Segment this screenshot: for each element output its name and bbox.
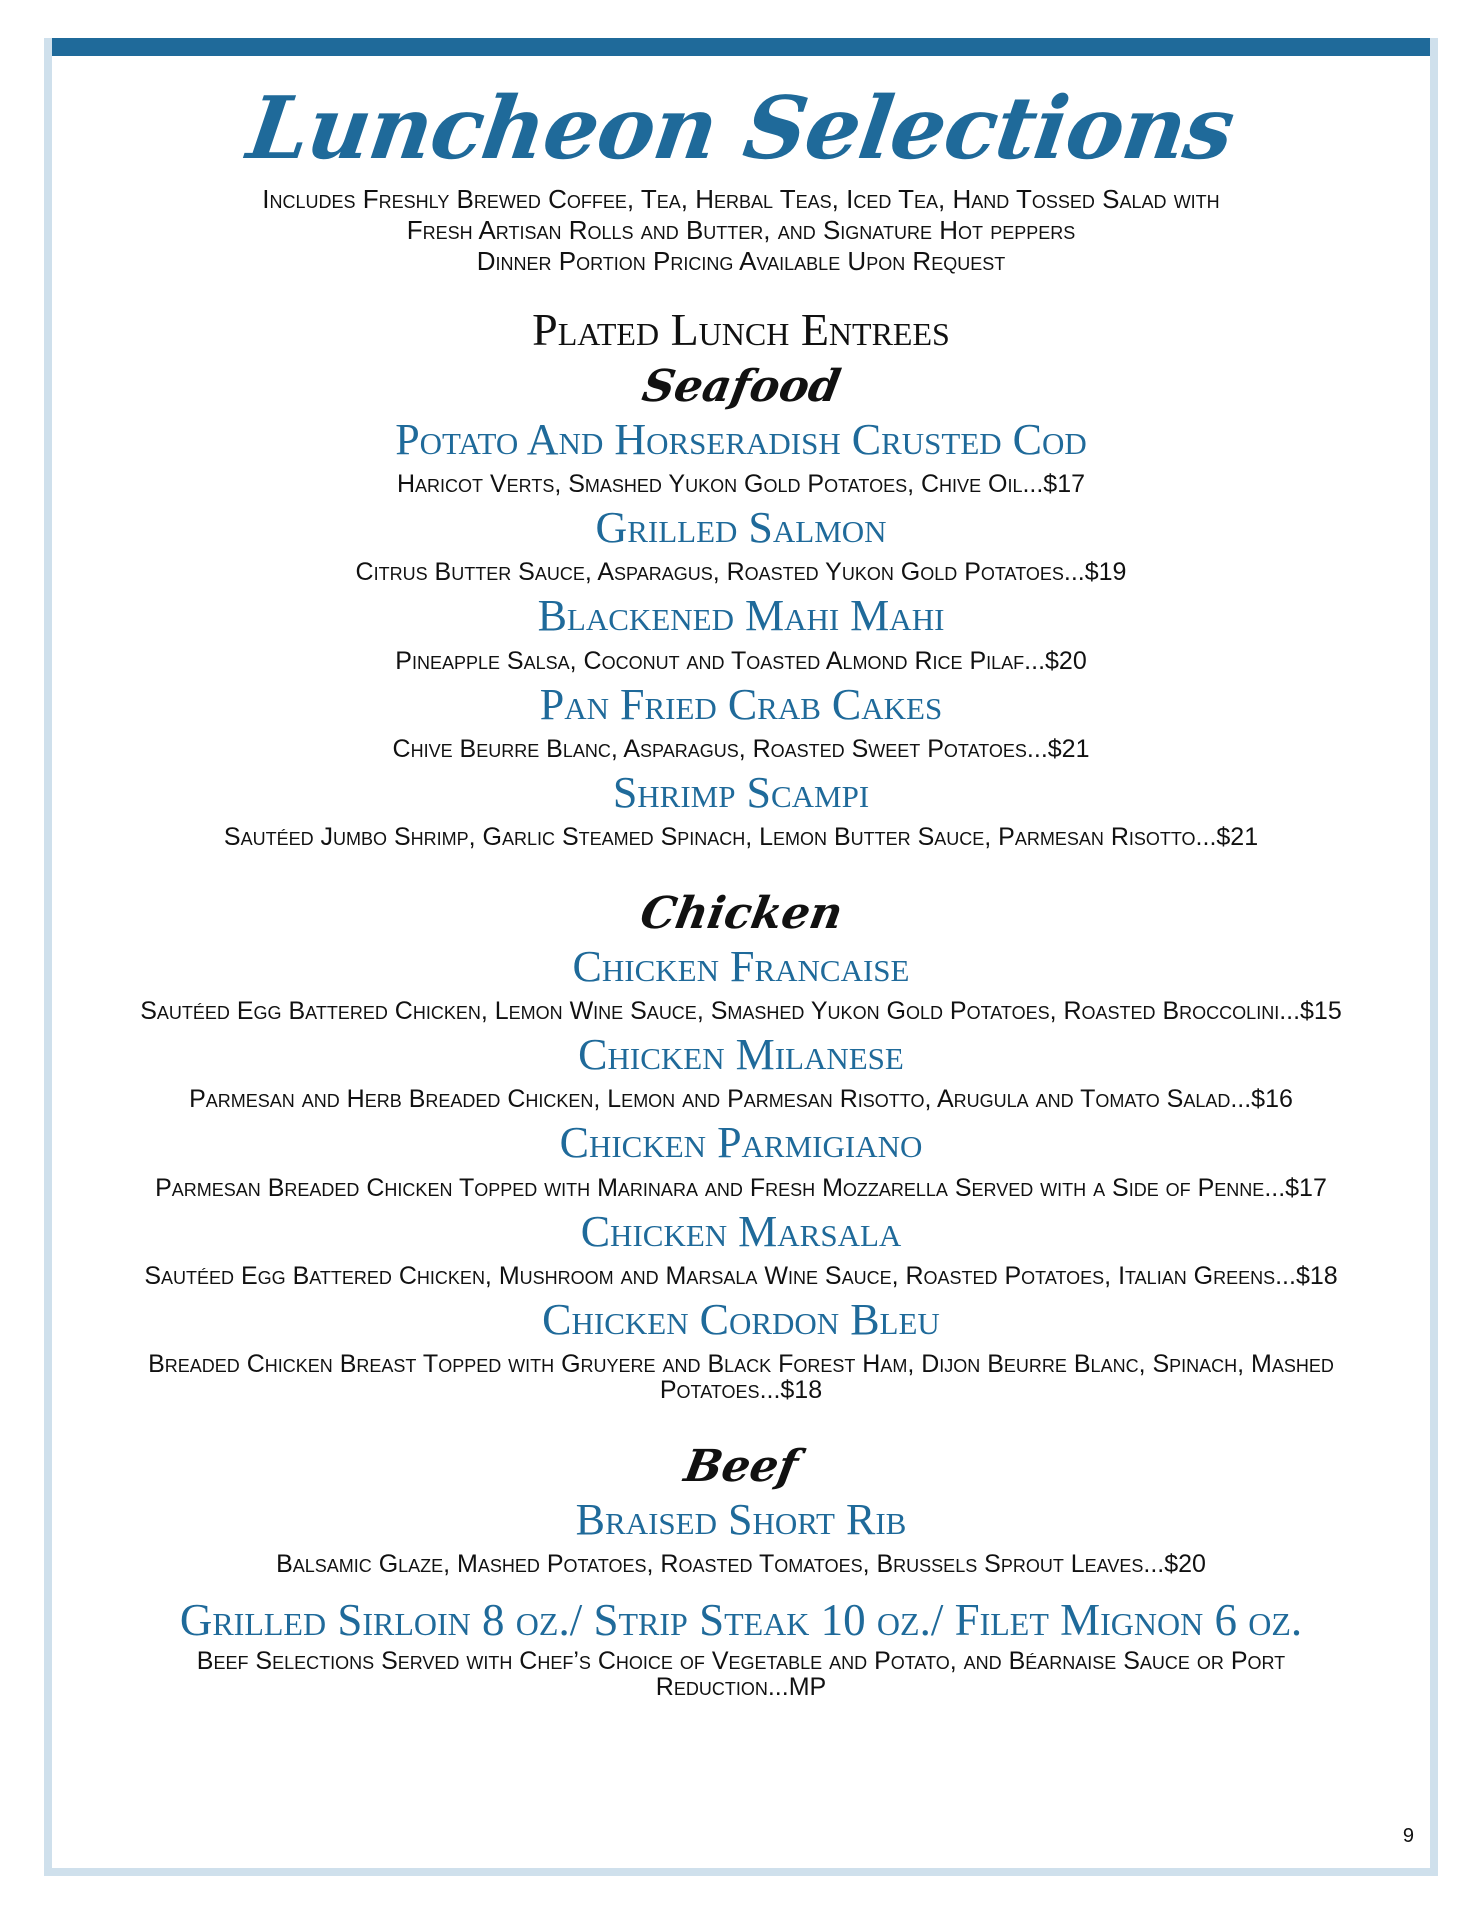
menu-page — [52, 56, 1430, 1870]
menu-item-desc: Parmesan and Herb Breaded Chicken, Lemon and Parmesan Risotto, Arugula and Tomato Salad...$16 — [189, 1085, 1293, 1114]
menu-item-name: Grilled Sirloin 8 oz./ Strip Steak 10 oz./ Filet Mignon 6 oz. — [179, 1595, 1303, 1646]
menu-item-desc: Chive Beurre Blanc, Asparagus, Roasted Sweet Potatoes...$21 — [392, 734, 1090, 763]
menu-item-name: Chicken Francaise — [572, 941, 910, 991]
intro-line: Dinner Portion Pricing Available Upon Request — [476, 246, 1006, 276]
menu-item-name: Grilled Salmon — [595, 503, 887, 553]
intro-line: Includes Freshly Brewed Coffee, Tea, Herbal Teas, Iced Tea, Hand Tossed Salad with — [262, 184, 1220, 214]
menu-item-name: Braised Short Rib — [575, 1494, 907, 1544]
menu-item-name: Chicken Parmigiano — [559, 1118, 923, 1168]
menu-item-desc: Sautéed Jumbo Shrimp, Garlic Steamed Spinach, Lemon Butter Sauce, Parmesan Risotto...$21 — [223, 822, 1259, 851]
menu-item-desc: Pineapple Salsa, Coconut and Toasted Almond Rice Pilaf...$20 — [395, 646, 1087, 675]
beef-section — [52, 1437, 1430, 1700]
chicken-section — [52, 884, 1430, 1403]
menu-item-desc: Sautéed Egg Battered Chicken, Lemon Wine Sauce, Smashed Yukon Gold Potatoes, Roasted Broccolini...$15 — [140, 997, 1342, 1026]
menu-item-name: Chicken Milanese — [578, 1030, 904, 1080]
menu-item-name: Shrimp Scampi — [612, 767, 870, 817]
menu-item-desc: Citrus Butter Sauce, Asparagus, Roasted Yukon Gold Potatoes...$19 — [355, 558, 1127, 587]
chicken-label: Chicken — [636, 887, 847, 939]
seafood-section — [52, 357, 1430, 850]
desc-line: Breaded Chicken Breast Topped with Gruyere and Black Forest Ham, Dijon Beurre Blanc, Spinach, Mashed — [148, 1349, 1334, 1378]
menu-item-name: Chicken Cordon Bleu — [542, 1294, 940, 1344]
menu-item-name: Chicken Marsala — [580, 1206, 902, 1256]
seafood-label: Seafood — [638, 361, 844, 412]
intro-text — [52, 184, 1430, 277]
menu-item-desc: Haricot Verts, Smashed Yukon Gold Potatoes, Chive Oil...$17 — [396, 470, 1086, 499]
beef-label: Beef — [680, 1440, 802, 1492]
menu-item-name: Blackened Mahi Mahi — [537, 591, 945, 641]
page-number: 9 — [1402, 1825, 1414, 1847]
menu-item-desc: Sautéed Egg Battered Chicken, Mushroom and Marsala Wine Sauce, Roasted Potatoes, Italian Greens...$18 — [144, 1261, 1338, 1290]
intro-line: Fresh Artisan Rolls and Butter, and Signature Hot peppers — [406, 215, 1076, 245]
menu-item-desc — [52, 1351, 1430, 1403]
menu-item-desc — [52, 1648, 1430, 1700]
desc-line: Potatoes...$18 — [659, 1375, 823, 1404]
menu-item-name: Potato And Horseradish Crusted Cod — [395, 415, 1087, 464]
page-title: Luncheon Selections — [242, 78, 1240, 179]
section-heading: Plated Lunch Entrees — [532, 304, 950, 355]
desc-line: Beef Selections Served with Chef’s Choice of Vegetable and Potato, and Béarnaise Sauce or Port — [196, 1647, 1286, 1676]
desc-line: Reduction...MP — [655, 1673, 827, 1702]
menu-item-name: Pan Fried Crab Cakes — [539, 679, 943, 729]
menu-item-desc: Parmesan Breaded Chicken Topped with Marinara and Fresh Mozzarella Served with a Side of Penne...$17 — [155, 1173, 1327, 1202]
menu-item-desc: Balsamic Glaze, Mashed Potatoes, Roasted Tomatoes, Brussels Sprout Leaves...$20 — [276, 1550, 1206, 1579]
